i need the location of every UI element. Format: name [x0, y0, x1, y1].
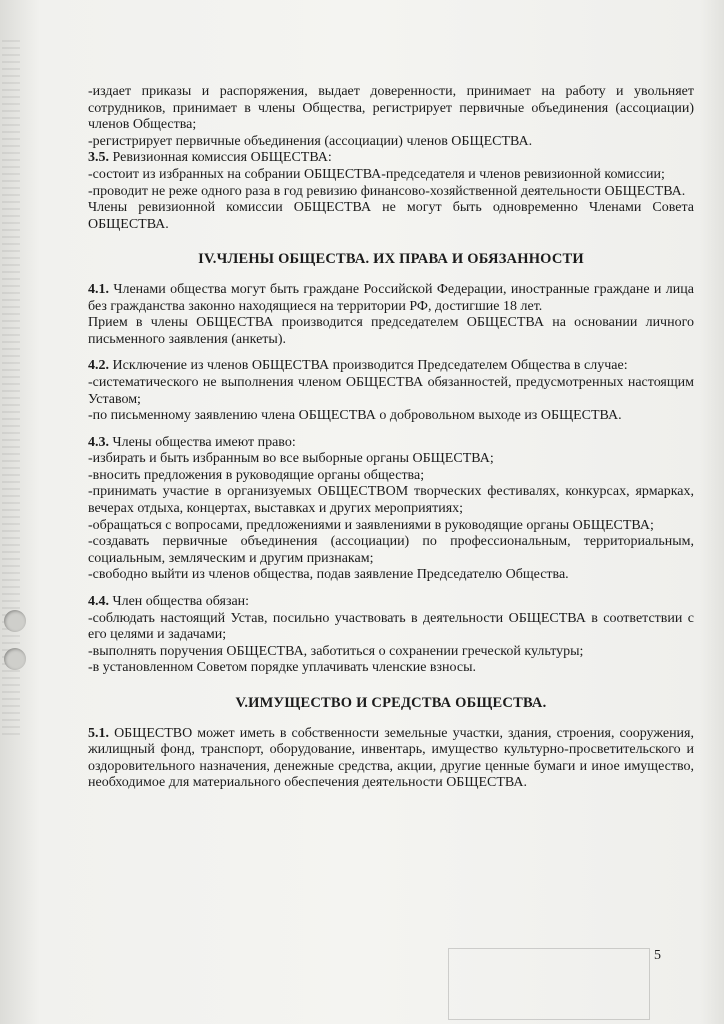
list-item: Члены ревизионной комиссии ОБЩЕСТВА не могут быть одновременно Членами Совета ОБЩЕСТВА.	[88, 200, 694, 232]
page-number: 5	[654, 948, 661, 963]
section-5-1	[88, 726, 694, 792]
paragraph: -издает приказы и распоряжения, выдает доверенности, принимает на работу и увольняет сотрудников, принимает в члены Общества, регистрирует первичные объединения (ассоциации) членов Общества;	[88, 84, 694, 133]
section-text: Член общества обязан:	[109, 594, 250, 610]
section-text: Членами общества могут быть граждане Российской Федерации, иностранные граждане и лица без гражданства законно находящиеся на территории РФ, достигшие 18 лет.	[88, 281, 694, 314]
section-heading: V.ИМУЩЕСТВО И СРЕДСТВА ОБЩЕСТВА.	[235, 695, 547, 711]
section-number: 4.3.	[88, 434, 109, 450]
section-4-2	[88, 358, 694, 375]
list-item: -свободно выйти из членов общества, подав заявление Председателю Общества.	[88, 567, 569, 583]
list-item: -принимать участие в организуемых ОБЩЕСТВОМ творческих фестивалях, конкурсах, ярмарках, вечерах отдыха, концертах, выставках и других мероприятиях;	[88, 484, 694, 517]
list-item: -выполнять поручения ОБЩЕСТВА, заботиться о сохранении греческой культуры;	[88, 643, 584, 659]
section-number: 3.5.	[88, 150, 109, 166]
list-item: -избирать и быть избранным во все выборные органы ОБЩЕСТВА;	[88, 451, 494, 467]
section-number: 5.1.	[88, 725, 109, 741]
list-item: -вносить предложения в руководящие органы общества;	[88, 467, 425, 483]
section-3-5	[88, 150, 694, 167]
edge-shadow	[2, 40, 20, 740]
section-4-4	[88, 594, 694, 611]
list-item: -по письменному заявлению члена ОБЩЕСТВА о добровольном выходе из ОБЩЕСТВА.	[88, 408, 622, 424]
section-text: Ревизионная комиссия ОБЩЕСТВА:	[109, 150, 332, 166]
punch-hole	[4, 610, 26, 632]
list-item: -в установленном Советом порядке уплачивать членские взносы.	[88, 660, 477, 676]
paragraph: Прием в члены ОБЩЕСТВА производится председателем ОБЩЕСТВА на основании личного письменного заявления (анкеты).	[88, 315, 694, 347]
section-heading: IV.ЧЛЕНЫ ОБЩЕСТВА. ИХ ПРАВА И ОБЯЗАННОСТИ	[198, 251, 584, 268]
list-item: -состоит из избранных на собрании ОБЩЕСТВА-председателя и членов ревизионной комиссии;	[88, 166, 665, 182]
section-text: ОБЩЕСТВО может иметь в собственности земельные участки, здания, строения, сооружения, жилищный фонд, транспорт, оборудование, инвентарь, имущество культурно-просветительского и оздоровительного назначения, денежные средства, акции, другие ценные бумаги и иное имущество, необходимое для материального обеспечения деятельности ОБЩЕСТВА.	[88, 725, 694, 791]
section-number: 4.4.	[88, 594, 109, 610]
faded-stamp	[448, 948, 650, 1020]
section-number: 4.2.	[88, 358, 109, 374]
section-4-1	[88, 282, 694, 315]
list-item: -проводит не реже одного раза в год ревизию финансово-хозяйственной деятельности ОБЩЕСТВА.	[88, 183, 686, 199]
list-item: -систематического не выполнения членом ОБЩЕСТВА обязанностей, предусмотренных настоящим Уставом;	[88, 374, 694, 407]
list-item: -обращаться с вопросами, предложениями и заявлениями в руководящие органы ОБЩЕСТВА;	[88, 517, 654, 533]
paragraph: -регистрирует первичные объединения (ассоциации) членов ОБЩЕСТВА.	[88, 133, 533, 149]
section-4-3	[88, 435, 694, 452]
punch-hole	[4, 648, 26, 670]
section-text: Члены общества имеют право:	[109, 434, 296, 450]
list-item: -соблюдать настоящий Устав, посильно участвовать в деятельности ОБЩЕСТВА в соответствии с его целями и задачами;	[88, 610, 694, 643]
list-item: -создавать первичные объединения (ассоциации) по профессиональным, территориальным, социальным, земляческим и другим признакам;	[88, 534, 694, 566]
document-body	[88, 84, 694, 792]
section-text: Исключение из членов ОБЩЕСТВА производится Председателем Общества в случае:	[109, 358, 628, 374]
section-number: 4.1.	[88, 281, 109, 297]
